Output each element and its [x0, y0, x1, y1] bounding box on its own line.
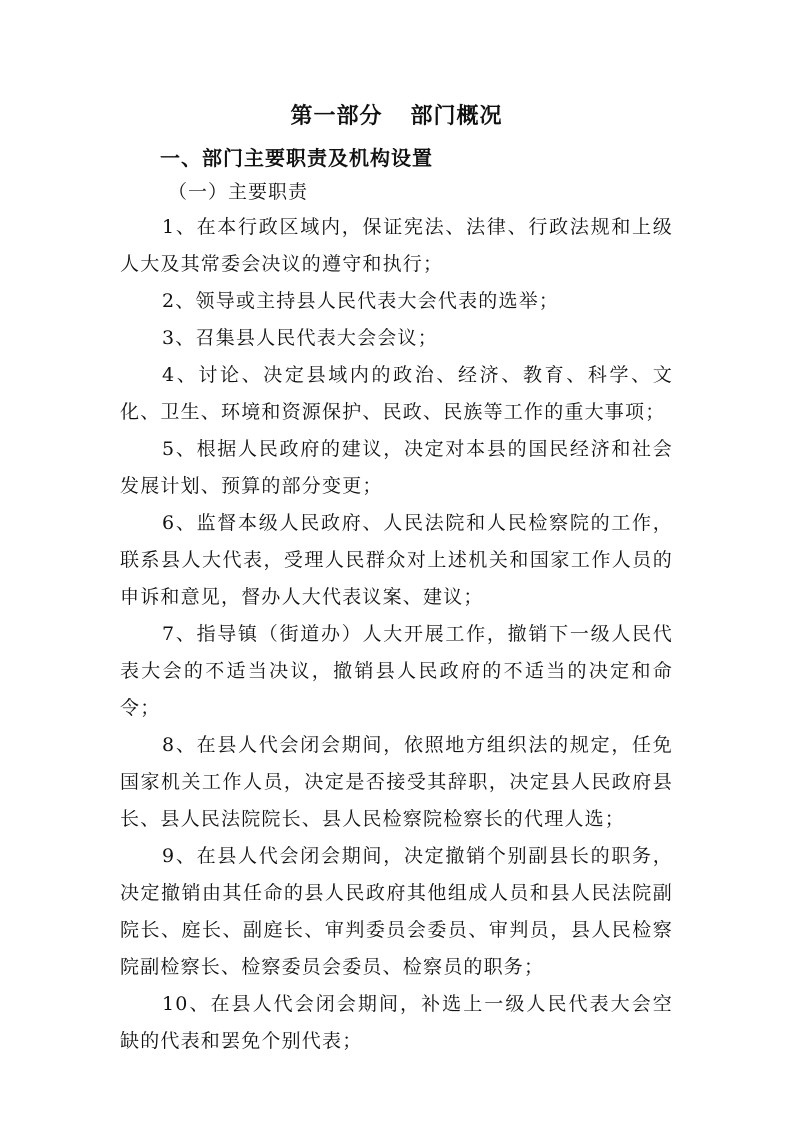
section-heading: 一、部门主要职责及机构设置 [160, 146, 433, 170]
duty-paragraph-6: 6、监督本级人民政府、人民法院和人民检察院的工作，联系县人大代表，受理人民群众对上述机关和国家工作人员的申诉和意见，督办人大代表议案、建议； [120, 512, 673, 608]
duty-paragraph-4: 4、讨论、决定县域内的政治、经济、教育、科学、文化、卫生、环境和资源保护、民政、民族等工作的重大事项； [120, 364, 673, 423]
subsection-heading: （一）主要职责 [168, 181, 309, 203]
duty-paragraph-10: 10、在县人代会闭会期间，补选上一级人民代表大会空缺的代表和罢免个别代表； [120, 993, 673, 1052]
duty-paragraph-8: 8、在县人代会闭会期间，依照地方组织法的规定，任免国家机关工作人员，决定是否接受其辞职，决定县人民政府县长、县人民法院院长、县人民检察院检察长的代理人选； [120, 734, 673, 830]
duty-paragraph-1: 1、在本行政区域内，保证宪法、法律、行政法规和上级人大及其常委会决议的遵守和执行； [120, 216, 673, 275]
duty-paragraph-3: 3、召集县人民代表大会会议； [162, 327, 438, 349]
duty-paragraph-9: 9、在县人代会闭会期间，决定撤销个别副县长的职务，决定撤销由其任命的县人民政府其他组成人员和县人民法院副院长、庭长、副庭长、审判委员会委员、审判员，县人民检察院副检察长、检察委员会委员、检察员的职务； [120, 845, 673, 978]
duty-paragraph-2: 2、领导或主持县人民代表大会代表的选举； [162, 290, 560, 312]
duty-paragraph-5: 5、根据人民政府的建议，决定对本县的国民经济和社会发展计划、预算的部分变更； [120, 438, 673, 497]
title-name: 部门概况 [410, 104, 503, 129]
page-title [120, 98, 673, 136]
title-part: 第一部分 [290, 104, 383, 129]
duty-paragraph-7: 7、指导镇（街道办）人大开展工作，撤销下一级人民代表大会的不适当决议，撤销县人民政府的不适当的决定和命令； [120, 623, 673, 719]
